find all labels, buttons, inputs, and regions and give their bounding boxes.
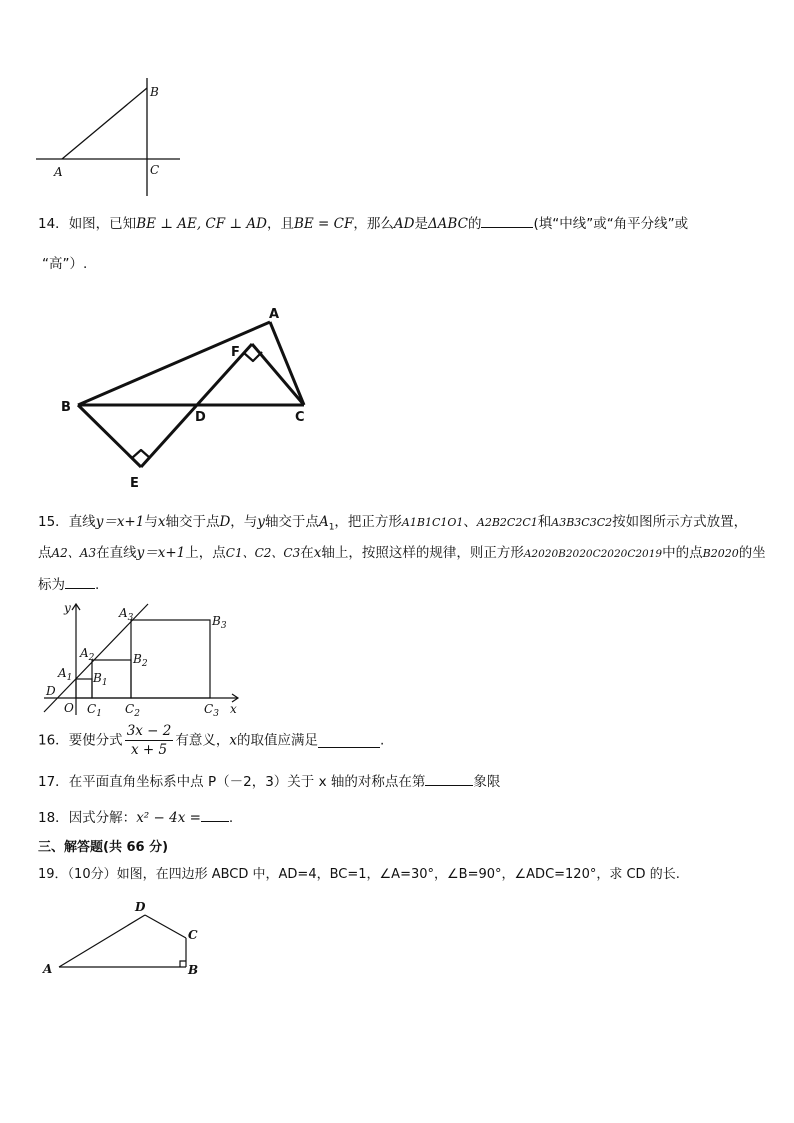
q15-number: 15． — [38, 514, 69, 530]
q18-text: . — [228, 810, 234, 826]
fig14-diagram — [58, 305, 318, 490]
fig14-right-angle-e — [132, 450, 150, 458]
q15-text: ，把正方形 — [334, 514, 402, 530]
q15-points-c: C1、C2、C3 — [225, 546, 301, 560]
fig14-segment-ac — [270, 322, 304, 405]
q15-text: 中的点 — [662, 545, 703, 561]
q17-line — [38, 770, 500, 790]
fig14-label-a: A — [269, 307, 280, 322]
q15-square-2: A2B2C2C1 — [476, 516, 538, 529]
fig15-label-b2: $B_2$ — [133, 652, 148, 669]
q14-triangle: ΔABC — [427, 216, 468, 232]
fig13-label-c: C — [150, 163, 160, 177]
fig19-label-a: A — [43, 962, 53, 976]
q16-denominator: x + 5 — [130, 742, 168, 758]
q15-subscript: 1 — [328, 522, 335, 533]
fig15-label-b1: $B_1$ — [93, 671, 108, 688]
q18-answer-blank[interactable] — [201, 808, 229, 822]
q15-line1 — [38, 510, 747, 533]
fig15-label-c1: $C_1$ — [87, 702, 102, 719]
q16-answer-blank[interactable] — [318, 734, 380, 748]
q15-text: ，与 — [230, 514, 258, 530]
q16-var-x: x — [229, 732, 237, 749]
q15-text: 的坐 — [738, 545, 766, 561]
q15-point-b2020: B2020 — [702, 547, 739, 560]
q16-numerator: 3x − 2 — [126, 723, 172, 739]
fig14-label-f: F — [231, 345, 240, 360]
q14-text5: 的 — [467, 216, 482, 232]
fig19-label-d: D — [135, 900, 146, 914]
q15-text: 上，点 — [185, 545, 226, 561]
q14-ad: AD — [393, 216, 415, 232]
q18-expression: x² − 4x = — [136, 810, 201, 826]
fig15-label-a2: $A_2$ — [80, 646, 95, 663]
q14-cond2: BE = CF — [293, 216, 354, 232]
fig13-diagram — [36, 76, 186, 196]
q16-text: 的取值应满足 — [237, 732, 318, 749]
q14-answer-blank[interactable] — [481, 214, 533, 228]
q19-number: 19． — [38, 867, 68, 882]
fig14-label-d: D — [195, 410, 206, 425]
q17-number: 17． — [38, 774, 69, 790]
fig19-segment-ad — [59, 915, 145, 967]
q15-text: 和 — [537, 514, 552, 530]
q14-text6: (填“中线”或“角平分线”或 — [533, 216, 689, 232]
q19-line — [38, 863, 680, 882]
q15-text: 轴交于点 — [165, 514, 220, 530]
fig15-label-a3: $A_3$ — [119, 606, 134, 623]
q17-text: 象限 — [473, 774, 501, 790]
q15-text: 点 — [38, 545, 52, 561]
fig15-label-x: x — [230, 702, 237, 716]
q15-square-2020: A2020B2020C2020C2019 — [523, 548, 663, 560]
q15-var-y: y — [257, 514, 265, 530]
q15-equation: y＝x+1 — [136, 545, 186, 561]
q15-square-1: A1B1C1O1 — [401, 516, 464, 529]
fig15-label-c3: $C_3$ — [204, 702, 219, 719]
fig19-segment-dc — [145, 915, 186, 938]
fig14-segment-ba — [78, 322, 270, 405]
q15-text: 标为 — [38, 577, 65, 593]
q15-text: 在 — [300, 545, 314, 561]
fig19-right-angle-b — [180, 961, 186, 967]
fig13-label-a: A — [54, 165, 63, 179]
q15-text: 与 — [144, 514, 158, 530]
q18-text: 因式分解： — [68, 810, 137, 826]
q16-text: . — [380, 732, 385, 749]
q14-number: 14． — [38, 216, 69, 232]
fig13-label-b: B — [150, 85, 159, 99]
q15-text: 在直线 — [96, 545, 137, 561]
q14-cond1: BE ⊥ AE, CF ⊥ AD — [136, 216, 267, 232]
q14-line2: “高”）. — [42, 256, 88, 272]
fig13-segment-ab — [62, 88, 147, 159]
q15-var-x: x — [157, 514, 166, 530]
q16-line — [38, 722, 384, 759]
fig14-label-e: E — [130, 476, 139, 491]
q15-point-d: D — [219, 514, 231, 530]
q15-square-3: A3B3C3C2 — [551, 516, 613, 529]
q16-number: 16． — [38, 732, 69, 749]
q15-text: 轴上，按照这样的规律，则正方形 — [321, 545, 524, 561]
q14-line1 — [38, 212, 688, 232]
q15-points-a: A2、A3 — [51, 546, 97, 560]
fig15-square-1 — [76, 679, 92, 698]
fig15-label-d: D — [46, 684, 56, 698]
q17-answer-blank[interactable] — [425, 772, 473, 786]
fig14-right-angle-f — [244, 352, 262, 361]
q15-var-x: x — [313, 545, 322, 561]
fig14-segment-be — [78, 405, 141, 467]
q16-text: 有意义， — [175, 732, 230, 749]
q15-text: . — [95, 577, 100, 593]
fig15-label-a1: $A_1$ — [58, 666, 73, 683]
fig19-label-c: C — [188, 928, 198, 942]
q17-text: 在平面直角坐标系中点 P（－2，3）关于 x 轴的对称点在第 — [68, 774, 426, 790]
q15-point-a1: A — [318, 514, 329, 530]
q18-line — [38, 806, 233, 826]
section-3-title: 三、解答题(共 66 分) — [38, 840, 169, 855]
q15-text: 、 — [463, 514, 477, 530]
q15-equation: y＝x+1 — [95, 514, 145, 530]
q15-text: 按如图所示方式放置， — [612, 514, 748, 530]
fig15-label-o: O — [64, 701, 74, 715]
fig14-label-c: C — [295, 410, 305, 425]
fig15-diagram — [38, 600, 253, 718]
q19-text: （10分）如图，在四边形 ABCD 中，AD=4，BC=1，∠A=30°，∠B=90°，∠ADC=120°，求 CD 的长. — [67, 867, 680, 882]
fig19-label-b: B — [188, 963, 199, 977]
q14-text2: ，且 — [266, 216, 294, 232]
fig15-label-c2: $C_2$ — [125, 702, 140, 719]
q15-line3 — [38, 573, 99, 593]
q16-text: 要使分式 — [68, 732, 123, 749]
q14-text1: 如图，已知 — [68, 216, 137, 232]
q15-text: 直线 — [68, 514, 96, 530]
fig15-label-y: y — [64, 601, 71, 615]
q16-fraction — [125, 722, 174, 759]
fig14-label-b: B — [61, 400, 71, 415]
fig19-diagram — [38, 898, 218, 983]
q15-text: 轴交于点 — [264, 514, 319, 530]
q14-text4: 是 — [414, 216, 428, 232]
q14-text3: ，那么 — [353, 216, 394, 232]
q15-line2 — [38, 541, 766, 561]
fig15-label-b3: $B_3$ — [212, 614, 227, 631]
q15-answer-blank[interactable] — [65, 575, 95, 589]
q18-number: 18． — [38, 810, 69, 826]
